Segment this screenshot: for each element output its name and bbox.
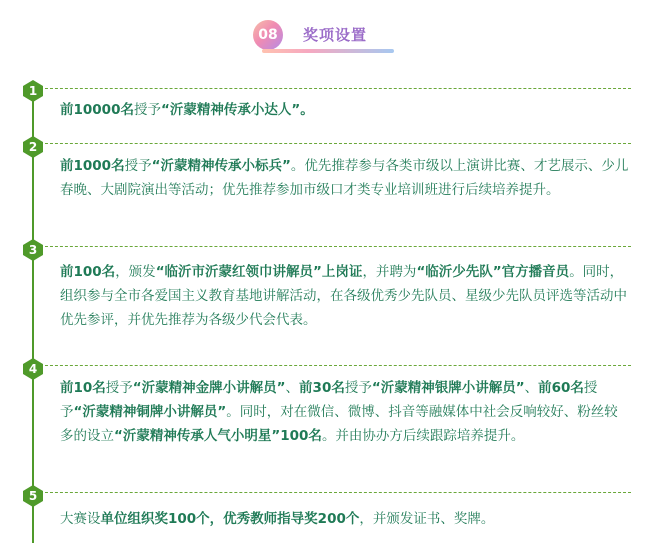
highlight-text: 单位组织奖100个，优秀教师指导奖200个 (100, 511, 360, 527)
body-text: 授予 (133, 102, 161, 118)
body-text: 授予 (60, 380, 598, 420)
divider (40, 143, 631, 144)
award-item-2 (60, 154, 630, 202)
section-number-badge: 08 (253, 20, 283, 50)
body-text: 。优先推荐参与各类市级以上演讲比赛、才艺展示、少儿春晚、大剧院演出等活动；优先推荐参加市级口才类专业培训班进行后续培养提升。 (60, 158, 629, 198)
divider (40, 365, 631, 366)
body-text: 。同时，对在微信、微博、抖音等融媒体中社会反响较好、粉丝较多的设立 (60, 404, 618, 444)
highlight-text: 前10000名 (60, 102, 134, 118)
highlight-text: “临沂市沂蒙红领巾讲解员”上岗证 (155, 264, 363, 280)
body-text: ，并颁发证书、奖牌。 (359, 511, 495, 527)
body-text: 授予 (124, 158, 152, 174)
item-marker-2: 2 (22, 136, 44, 158)
highlight-text: “沂蒙精神传承小达人”。 (160, 102, 314, 118)
highlight-text: 前1000名 (60, 158, 125, 174)
highlight-text: 前10名 (60, 380, 106, 396)
award-item-5 (60, 507, 630, 531)
highlight-text: 前100名 (60, 264, 116, 280)
body-text: ，并聘为 (362, 264, 417, 280)
section-header (0, 0, 658, 60)
body-text: 。同时，组织参与全市各爱国主义教育基地讲解活动，在各级优秀少先队员、星级少先队员评选等活动中优先参评，并优先推荐为各级少代会代表。 (60, 264, 627, 328)
highlight-text: “沂蒙精神传承小标兵” (151, 158, 291, 174)
award-item-1 (60, 98, 630, 122)
body-text: 、 (524, 380, 539, 396)
item-marker-5: 5 (22, 485, 44, 507)
highlight-text: “沂蒙精神金牌小讲解员” (132, 380, 286, 396)
highlight-text: “沂蒙精神铜牌小讲解员” (73, 404, 227, 420)
divider (40, 88, 631, 89)
divider (40, 492, 631, 493)
body-text: ，颁发 (115, 264, 156, 280)
highlight-text: “沂蒙精神传承人气小明星”100名 (114, 428, 322, 444)
item-marker-3: 3 (22, 239, 44, 261)
highlight-text: “临沂少先队”官方播音员 (416, 264, 570, 280)
divider (40, 246, 631, 247)
body-text: 大赛设 (60, 511, 101, 527)
body-text: 。并由协办方后续跟踪培养提升。 (321, 428, 525, 444)
body-text: 、 (285, 380, 300, 396)
title-underline (262, 49, 394, 53)
item-marker-4: 4 (22, 358, 44, 380)
highlight-text: 前30名 (299, 380, 345, 396)
highlight-text: “沂蒙精神银牌小讲解员” (371, 380, 525, 396)
body-text: 授予 (105, 380, 133, 396)
highlight-text: 前60名 (538, 380, 584, 396)
body-text: 授予 (344, 380, 372, 396)
award-item-4 (60, 376, 630, 448)
section-title: 奖项设置 (303, 26, 368, 44)
item-marker-1: 1 (22, 80, 44, 102)
award-item-3 (60, 260, 630, 332)
